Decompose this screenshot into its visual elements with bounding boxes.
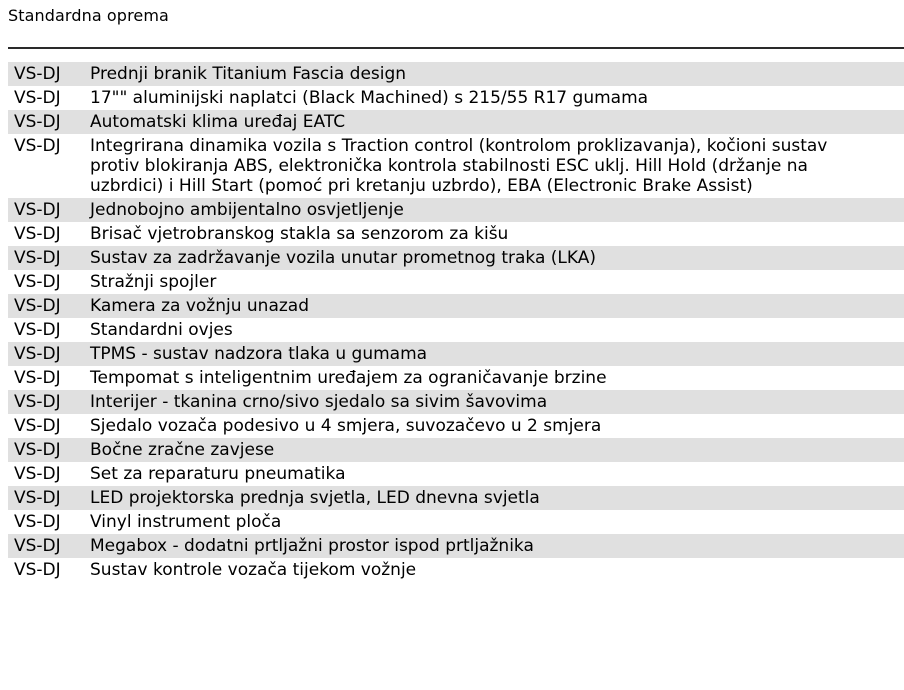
item-code: VS-DJ <box>14 88 61 108</box>
item-description: Bočne zračne zavjese <box>90 440 275 460</box>
item-code: VS-DJ <box>14 512 61 532</box>
item-code: VS-DJ <box>14 320 61 340</box>
item-code: VS-DJ <box>14 344 61 364</box>
table-row <box>8 294 904 318</box>
item-description: Kamera za vožnju unazad <box>90 296 309 316</box>
item-description: Sjedalo vozača podesivo u 4 smjera, suvozačevo u 2 smjera <box>90 416 602 436</box>
item-description: Prednji branik Titanium Fascia design <box>90 64 407 84</box>
item-description: Tempomat s inteligentnim uređajem za ograničavanje brzine <box>90 368 607 388</box>
table-row <box>8 390 904 414</box>
item-description: TPMS - sustav nadzora tlaka u gumama <box>90 344 428 364</box>
item-code: VS-DJ <box>14 440 61 460</box>
item-code: VS-DJ <box>14 488 61 508</box>
table-row <box>8 246 904 270</box>
item-description: Standardni ovjes <box>90 320 233 340</box>
item-code: VS-DJ <box>14 368 61 388</box>
table-row <box>8 342 904 366</box>
item-code: VS-DJ <box>14 248 61 268</box>
table-row <box>8 62 904 86</box>
item-code: VS-DJ <box>14 296 61 316</box>
table-row <box>8 86 904 110</box>
item-code: VS-DJ <box>14 224 61 244</box>
table-row <box>8 198 904 222</box>
table-row <box>8 534 904 558</box>
item-description: Sustav kontrole vozača tijekom vožnje <box>90 560 417 580</box>
title-divider <box>8 47 904 49</box>
table-row <box>8 110 904 134</box>
item-description: Jednobojno ambijentalno osvjetljenje <box>90 200 404 220</box>
item-code: VS-DJ <box>14 464 61 484</box>
item-description: Integrirana dinamika vozila s Traction control (kontrolom proklizavanja), kočioni sustav protiv blokiranja ABS, elektronička kontrola stabilnosti ESC uklj. Hill Hold (držanje na uzbrdici) i Hill Start (pomoć pri kretanju uzbrdo), EBA (Electronic Brake Assist) <box>90 136 828 196</box>
table-row <box>8 270 904 294</box>
item-code: VS-DJ <box>14 200 61 220</box>
item-description: Stražnji spojler <box>90 272 217 292</box>
item-code: VS-DJ <box>14 392 61 412</box>
table-row <box>8 366 904 390</box>
item-code: VS-DJ <box>14 416 61 436</box>
item-code: VS-DJ <box>14 64 61 84</box>
item-description: Megabox - dodatni prtljažni prostor ispod prtljažnika <box>90 536 534 556</box>
table-row <box>8 222 904 246</box>
table-row <box>8 438 904 462</box>
item-code: VS-DJ <box>14 112 61 132</box>
item-code: VS-DJ <box>14 136 61 156</box>
table-row <box>8 462 904 486</box>
item-description: Sustav za zadržavanje vozila unutar prometnog traka (LKA) <box>90 248 596 268</box>
item-description: Set za reparaturu pneumatika <box>90 464 346 484</box>
table-row <box>8 558 904 582</box>
table-row <box>8 510 904 534</box>
item-code: VS-DJ <box>14 536 61 556</box>
page-title: Standardna oprema <box>8 6 169 25</box>
item-code: VS-DJ <box>14 560 61 580</box>
item-description: LED projektorska prednja svjetla, LED dnevna svjetla <box>90 488 540 508</box>
table-row <box>8 414 904 438</box>
item-description: Automatski klima uređaj EATC <box>90 112 346 132</box>
item-description: 17"" aluminijski naplatci (Black Machined) s 215/55 R17 gumama <box>90 88 649 108</box>
item-description: Interijer - tkanina crno/sivo sjedalo sa sivim šavovima <box>90 392 548 412</box>
table-row <box>8 134 904 198</box>
equipment-table <box>8 62 904 582</box>
item-description: Brisač vjetrobranskog stakla sa senzorom za kišu <box>90 224 509 244</box>
table-row <box>8 486 904 510</box>
item-description: Vinyl instrument ploča <box>90 512 282 532</box>
table-row <box>8 318 904 342</box>
item-code: VS-DJ <box>14 272 61 292</box>
